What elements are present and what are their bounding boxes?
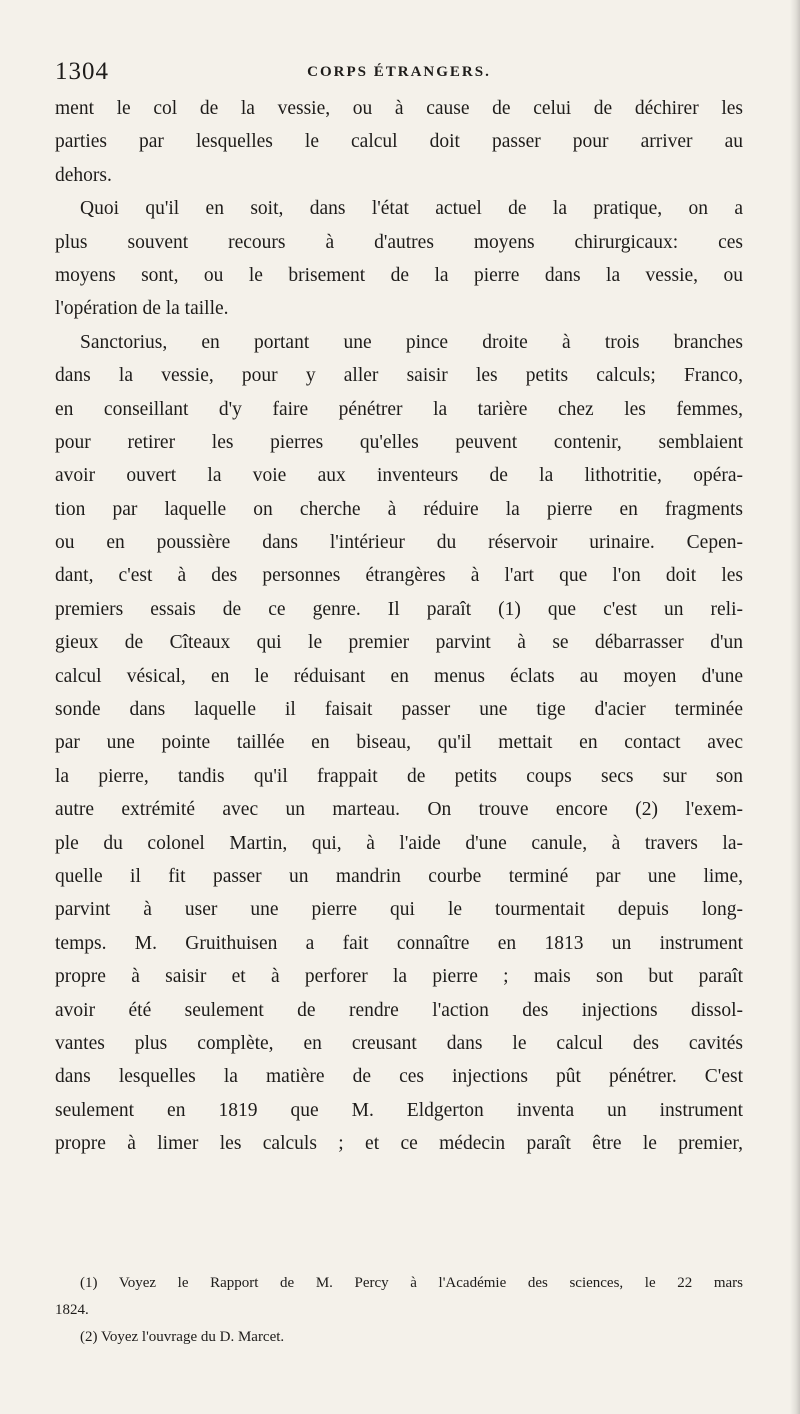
body-line: avoir été seulement de rendre l'action des injections dissol- (55, 999, 743, 1021)
body-line: sonde dans laquelle il faisait passer une tige d'acier terminée (55, 699, 743, 721)
footnote-line: (2) Voyez l'ouvrage du D. Marcet. (80, 1329, 285, 1345)
body-line: Quoi qu'il en soit, dans l'état actuel de la pratique, on a (80, 198, 743, 220)
footnote-line: 1824. (55, 1302, 89, 1318)
page-number: 1304 (55, 58, 109, 85)
body-text (55, 92, 743, 1161)
page-edge-shadow (790, 0, 800, 1414)
body-line: propre à saisir et à perforer la pierre ; mais son but paraît (55, 966, 743, 988)
body-line: seulement en 1819 que M. Eldgerton inventa un instrument (55, 1099, 743, 1121)
body-line: dant, c'est à des personnes étrangères à l'art que l'on doit les (55, 565, 743, 587)
footnote-line: (1) Voyez le Rapport de M. Percy à l'Académie des sciences, le 22 mars (80, 1275, 743, 1291)
body-line: parvint à user une pierre qui le tourmentait depuis long- (55, 899, 743, 921)
body-line: propre à limer les calculs ; et ce médecin paraît être le premier, (55, 1133, 743, 1155)
body-line: gieux de Cîteaux qui le premier parvint à se débarrasser d'un (55, 632, 743, 654)
body-line: parties par lesquelles le calcul doit passer pour arriver au (55, 131, 743, 153)
footnotes (55, 1270, 743, 1351)
body-line: ple du colonel Martin, qui, à l'aide d'une canule, à travers la- (55, 832, 743, 854)
body-line: dans lesquelles la matière de ces injections pût pénétrer. C'est (55, 1066, 743, 1088)
body-line: ment le col de la vessie, ou à cause de celui de déchirer les (55, 98, 743, 119)
body-line: calcul vésical, en le réduisant en menus éclats au moyen d'une (55, 665, 743, 687)
body-line: dehors. (55, 164, 112, 186)
body-line: Sanctorius, en portant une pince droite à trois branches (80, 331, 743, 353)
body-line: premiers essais de ce genre. Il paraît (1) que c'est un reli- (55, 598, 743, 620)
body-line: avoir ouvert la voie aux inventeurs de la lithotritie, opéra- (55, 465, 743, 487)
body-line: autre extrémité avec un marteau. On trouve encore (2) l'exem- (55, 799, 743, 821)
page-header (55, 58, 743, 88)
running-head: CORPS ÉTRANGERS. (307, 64, 491, 80)
body-line: l'opération de la taille. (55, 298, 229, 320)
body-line: moyens sont, ou le brisement de la pierre dans la vessie, ou (55, 264, 743, 286)
body-line: pour retirer les pierres qu'elles peuvent contenir, semblaient (55, 431, 743, 453)
body-line: vantes plus complète, en creusant dans le calcul des cavités (55, 1032, 743, 1054)
body-line: par une pointe taillée en biseau, qu'il mettait en contact avec (55, 732, 743, 754)
body-line: dans la vessie, pour y aller saisir les petits calculs; Franco, (55, 365, 743, 387)
body-line: plus souvent recours à d'autres moyens chirurgicaux: ces (55, 231, 743, 253)
body-line: en conseillant d'y faire pénétrer la tarière chez les femmes, (55, 398, 743, 420)
body-line: quelle il fit passer un mandrin courbe terminé par une lime, (55, 865, 743, 887)
body-line: temps. M. Gruithuisen a fait connaître en 1813 un instrument (55, 932, 743, 954)
body-line: ou en poussière dans l'intérieur du réservoir urinaire. Cepen- (55, 532, 743, 554)
body-line: la pierre, tandis qu'il frappait de petits coups secs sur son (55, 765, 743, 787)
body-line: tion par laquelle on cherche à réduire la pierre en fragments (55, 498, 743, 520)
